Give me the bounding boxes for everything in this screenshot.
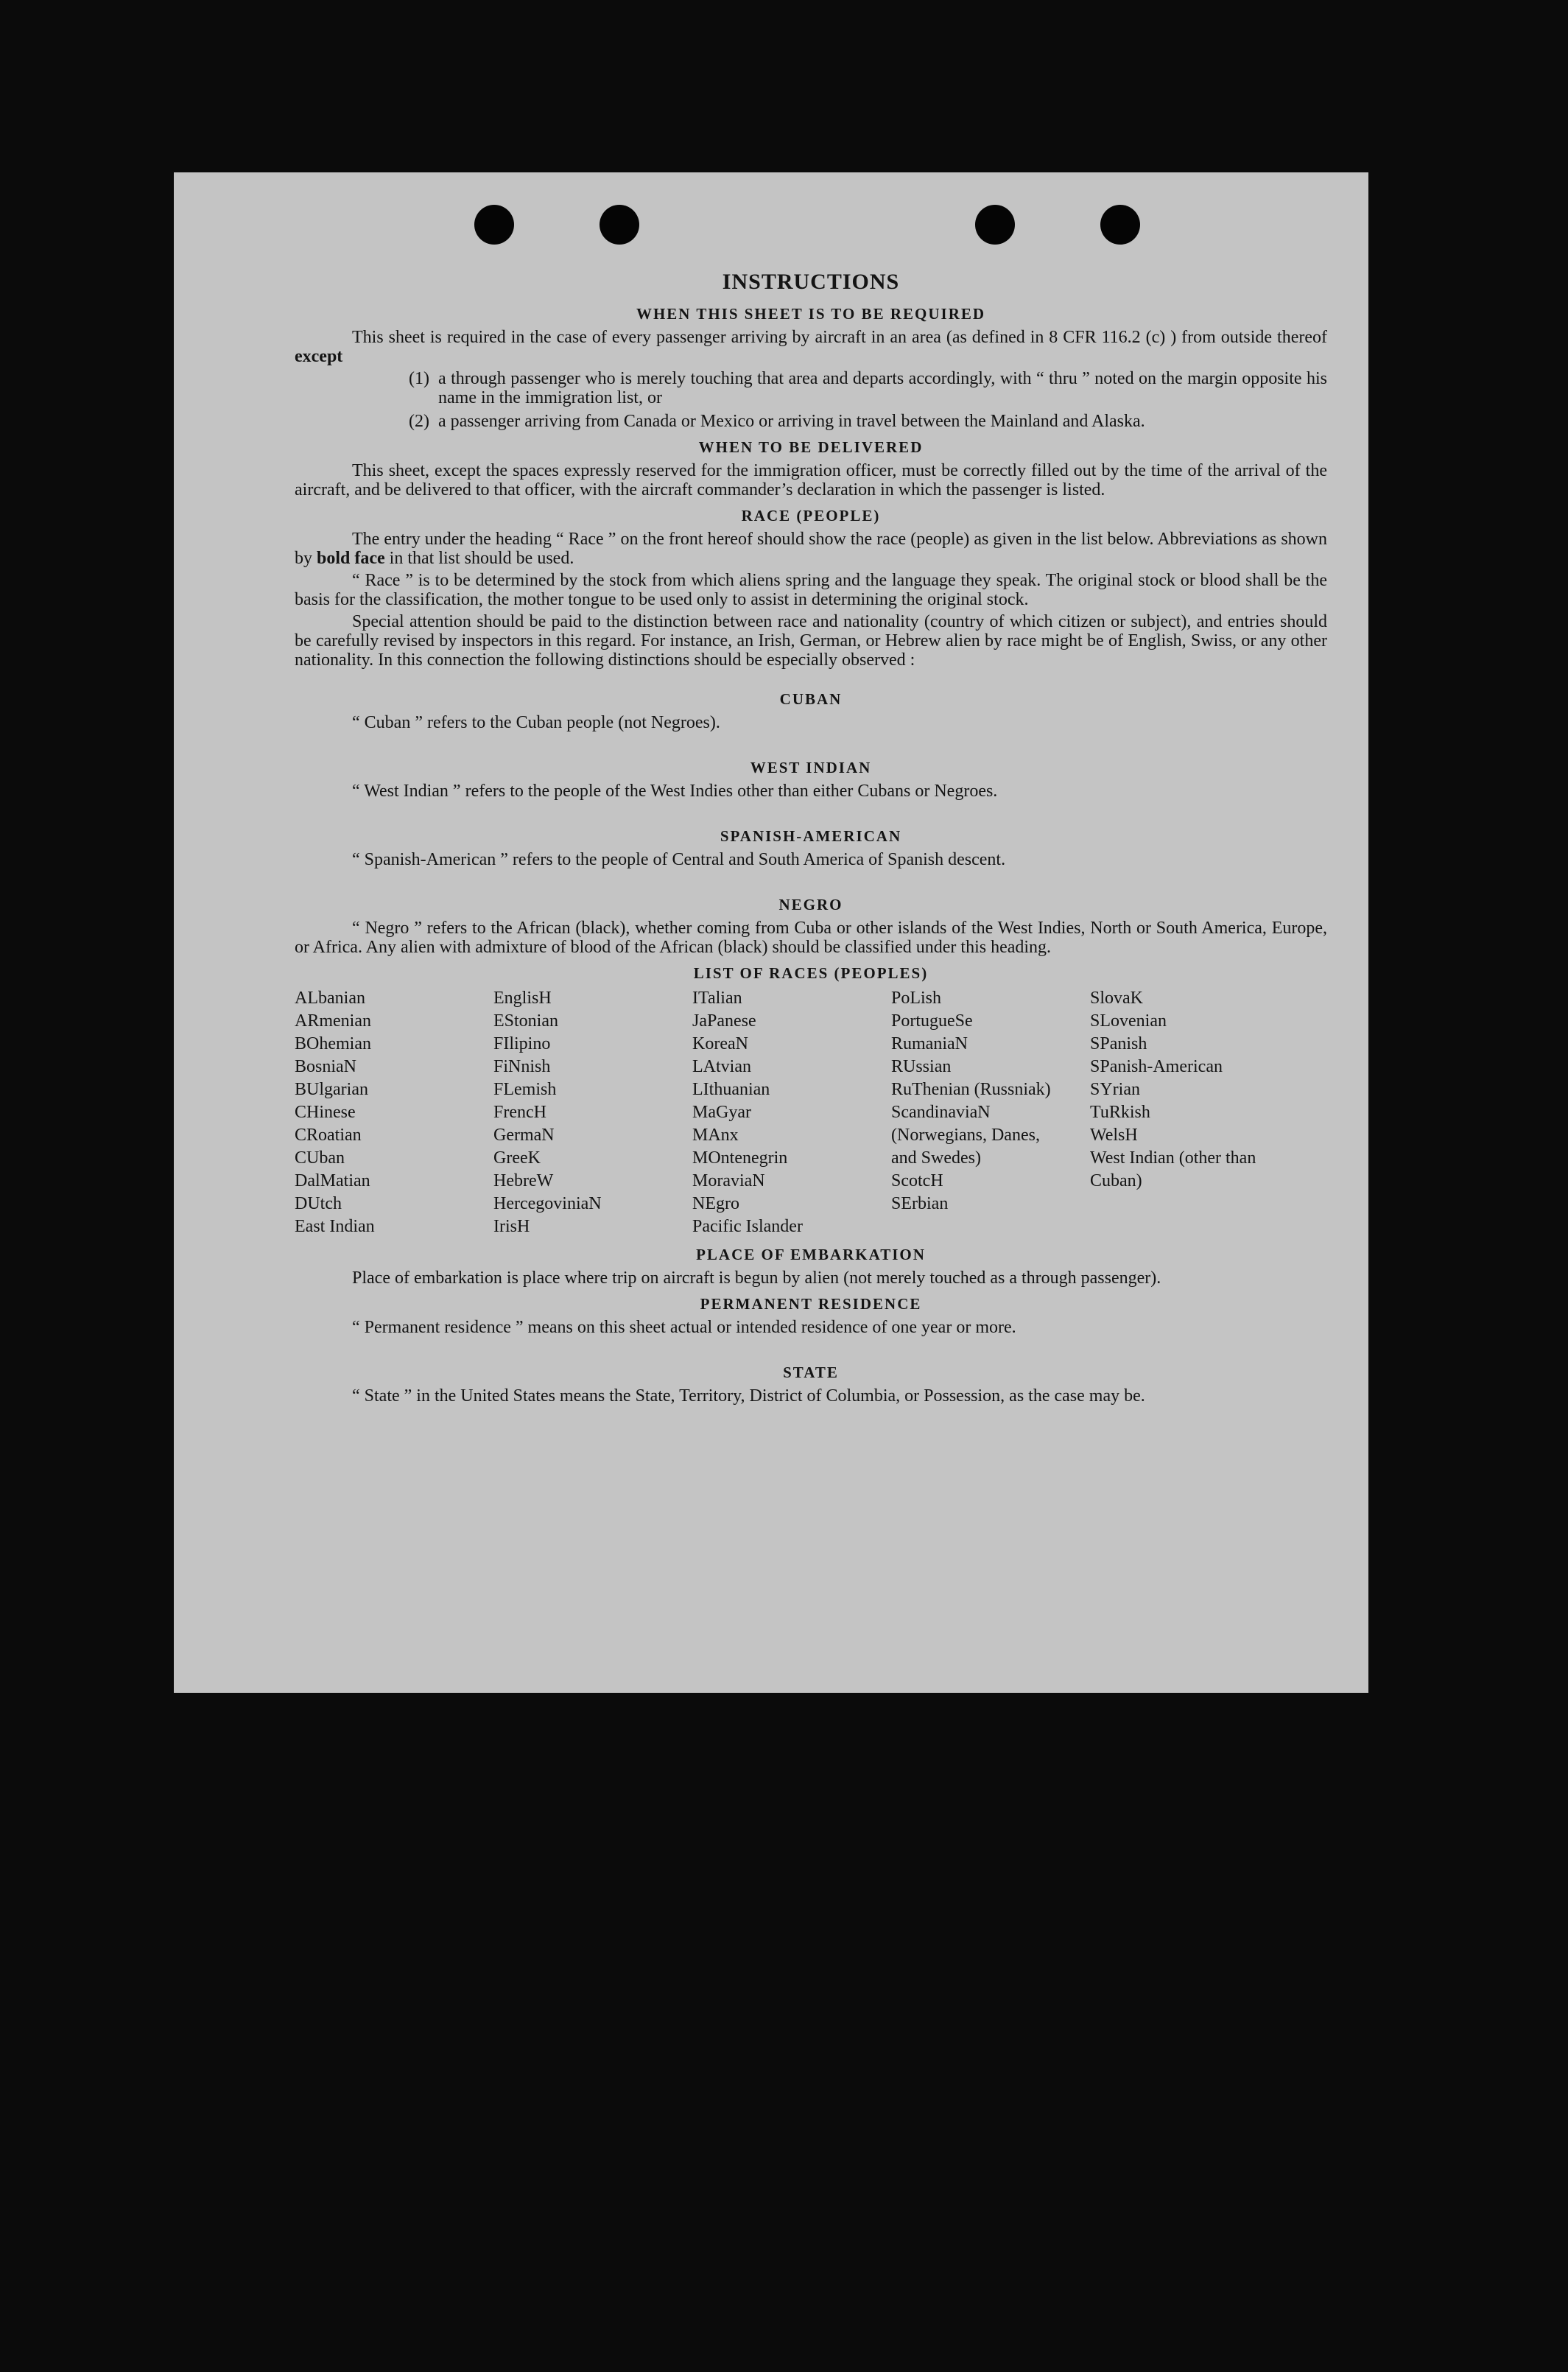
embarkation-text: Place of embarkation is place where trip on aircraft is begun by alien (not merely touched as a through passenger). (352, 1269, 1161, 1288)
punch-hole (975, 205, 1015, 245)
race-entry: West Indian (other than Cuban) (1090, 1148, 1256, 1190)
race-entry: LIthuanian (692, 1080, 770, 1099)
race-entry: JaPanese (692, 1011, 756, 1031)
punch-hole (474, 205, 514, 245)
page-title: INSTRUCTIONS (722, 270, 900, 294)
races-column-5 (1090, 987, 1289, 1238)
race-entry: RumaniaN (891, 1034, 968, 1053)
race-entry: MOntenegrin (692, 1148, 788, 1168)
item-text: a passenger arriving from Canada or Mexico or arriving in travel between the Mainland and Alaska. (438, 412, 1145, 431)
race-text: The entry under the heading “ Race ” on the front hereof should show the race (people) as given in the list below. Abbreviations as shown by (295, 530, 1327, 568)
race-paragraph-2: “ Race ” is to be determined by the stock from which aliens spring and the language they speak. The original stock or blood shall be the basis for the classification, the mother tongue to be used only to assist in determining the original stock. (295, 571, 1327, 609)
spanish-american-text: “ Spanish-American ” refers to the people of Central and South America of Spanish descent. (352, 850, 1006, 869)
race-entry: East Indian (295, 1217, 375, 1236)
punch-hole (1100, 205, 1140, 245)
race-bold: bold face (317, 549, 385, 568)
negro-text: “ Negro ” refers to the African (black), whether coming from Cuba or other islands of the West Indies, North or South America, Europe, or Africa. Any alien with admixture of blood of the African (black) should be classified under this heading. (295, 919, 1327, 957)
race-entry: PoLish (891, 989, 942, 1008)
race-entry: BosniaN (295, 1057, 356, 1076)
item-text: a through passenger who is merely touching that area and departs accordingly, with “ thru ” noted on the margin opposite his name in the immigration list, or (438, 369, 1327, 407)
race-entry: SPanish-American (1090, 1057, 1223, 1076)
races-column-2 (493, 987, 692, 1238)
heading-list-of-races: LIST OF RACES (PEOPLES) (693, 964, 929, 982)
race-entry: Pacific Islander (692, 1217, 803, 1236)
race-paragraph-3: Special attention should be paid to the distinction between race and nationality (country of which citizen or subject), and entries should be carefully revised by inspectors in this regard. For instance, an Irish, German, or Hebrew alien by race might be of English, Swiss, or any other nationality. In this connection the following distinctions should be especially observed : (295, 612, 1327, 670)
heading-cuban: CUBAN (779, 690, 843, 708)
race-entry: RuThenian (Russniak) (891, 1080, 1051, 1099)
races-column-3 (692, 987, 891, 1238)
item-number: (1) (409, 369, 429, 388)
race-entry: SErbian (891, 1194, 949, 1213)
heading-state: STATE (783, 1364, 839, 1381)
race-entry: FiNnish (493, 1057, 551, 1076)
race-entry: FIlipino (493, 1034, 551, 1053)
heading-when-delivered: WHEN TO BE DELIVERED (698, 438, 924, 456)
intro-bold: except (295, 347, 343, 366)
race-entry: WelsH (1090, 1126, 1138, 1145)
heading-west-indian: WEST INDIAN (750, 759, 872, 776)
race-entry: CUban (295, 1148, 345, 1168)
when-required-intro (295, 328, 1327, 366)
races-column-1 (295, 987, 493, 1238)
race-entry: GermaN (493, 1126, 555, 1145)
race-entry: MAnx (692, 1126, 739, 1145)
race-entry: ARmenian (295, 1011, 371, 1031)
race-entry: ScotcH (891, 1171, 943, 1190)
race-entry: IrisH (493, 1217, 530, 1236)
race-entry: HebreW (493, 1171, 554, 1190)
exception-item-2 (409, 412, 1327, 431)
heading-permanent-residence: PERMANENT RESIDENCE (700, 1295, 922, 1313)
race-entry: NEgro (692, 1194, 739, 1213)
race-entry: BOhemian (295, 1034, 371, 1053)
punch-hole (600, 205, 639, 245)
state-text: “ State ” in the United States means the State, Territory, District of Columbia, or Possession, as the case may be. (352, 1386, 1145, 1406)
race-entry: ITalian (692, 989, 742, 1008)
intro-text: This sheet is required in the case of every passenger arriving by aircraft in an area (as defined in 8 CFR 116.2 (c) ) from outside thereof (352, 328, 1327, 347)
race-paragraph-1 (295, 530, 1327, 568)
race-entry: SLovenian (1090, 1011, 1167, 1031)
race-entry: HercegoviniaN (493, 1194, 602, 1213)
race-entry: SlovaK (1090, 989, 1143, 1008)
race-entry: CRoatian (295, 1126, 362, 1145)
race-entry: FrencH (493, 1103, 546, 1122)
heading-spanish-american: SPANISH-AMERICAN (720, 827, 902, 845)
residence-text: “ Permanent residence ” means on this sheet actual or intended residence of one year or more. (352, 1318, 1016, 1337)
cuban-text: “ Cuban ” refers to the Cuban people (not Negroes). (352, 713, 720, 732)
race-text: in that list should be used. (389, 549, 574, 568)
race-entry: DUtch (295, 1194, 342, 1213)
heading-negro: NEGRO (778, 896, 843, 913)
race-entry: BUlgarian (295, 1080, 368, 1099)
race-entry: LAtvian (692, 1057, 751, 1076)
race-entry: MoraviaN (692, 1171, 765, 1190)
races-column-4 (891, 987, 1090, 1238)
item-number: (2) (409, 412, 429, 431)
heading-embarkation: PLACE OF EMBARKATION (696, 1246, 926, 1263)
race-entry: MaGyar (692, 1103, 751, 1122)
race-entry: SYrian (1090, 1080, 1140, 1099)
west-indian-text: “ West Indian ” refers to the people of the West Indies other than either Cubans or Negroes. (352, 782, 998, 801)
race-entry: EnglisH (493, 989, 552, 1008)
races-list (295, 987, 1327, 1238)
race-entry: GreeK (493, 1148, 541, 1168)
race-entry: SPanish (1090, 1034, 1147, 1053)
heading-race: RACE (PEOPLE) (741, 507, 881, 524)
when-delivered-text: This sheet, except the spaces expressly reserved for the immigration officer, must be correctly filled out by the time of the arrival of the aircraft, and be delivered to that officer, with the aircraft commander’s declaration in which the passenger is listed. (295, 461, 1327, 499)
race-entry: ScandinaviaN (Norwegians, Danes, and Swedes) (891, 1103, 1040, 1168)
race-entry: KoreaN (692, 1034, 748, 1053)
race-entry: FLemish (493, 1080, 557, 1099)
race-entry: PortugueSe (891, 1011, 973, 1031)
exception-item-1 (409, 369, 1327, 407)
sheet-content (295, 270, 1327, 1408)
race-entry: DalMatian (295, 1171, 370, 1190)
race-entry: ALbanian (295, 989, 365, 1008)
race-entry: RUssian (891, 1057, 952, 1076)
race-entry: EStonian (493, 1011, 558, 1031)
race-entry: CHinese (295, 1103, 356, 1122)
race-entry: TuRkish (1090, 1103, 1150, 1122)
heading-when-required: WHEN THIS SHEET IS TO BE REQUIRED (636, 305, 986, 323)
instruction-sheet (174, 172, 1368, 1693)
